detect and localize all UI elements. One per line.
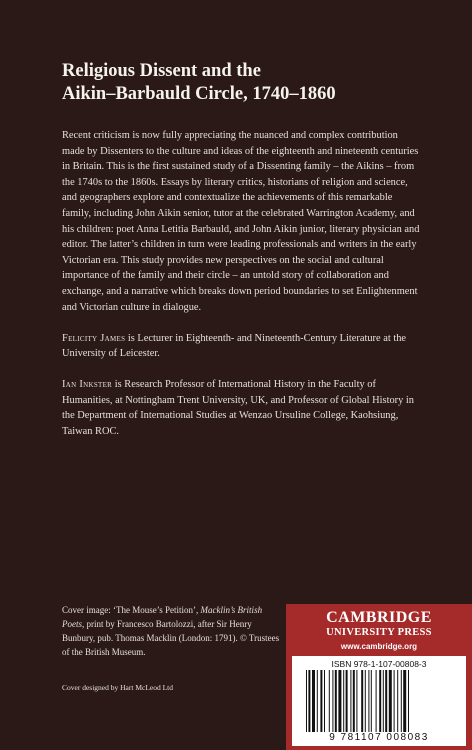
barcode-icon [304, 670, 456, 732]
editor-bio-2 [62, 377, 422, 439]
editor-name-1: Felicity James [62, 332, 126, 344]
editor-bio-text-2: is Research Professor of International History in the Faculty of Humanities, at Nottingham Trent University, UK, and Professor of Global History in the Department of International Studies at Wenzao Ursuline College, Kaohsiung, Taiwan ROC. [62, 379, 414, 437]
isbn-label: ISBN 978-1-107-00808-3 [331, 659, 427, 669]
cover-image-credit [62, 603, 282, 659]
title-line-1: Religious Dissent and the [62, 61, 261, 81]
blurb [62, 128, 422, 455]
credit-prefix: Cover image: ‘The Mouse’s Petition’, [62, 605, 201, 615]
book-title [62, 60, 422, 106]
publisher-logo-subname: UNIVERSITY PRESS [326, 627, 432, 638]
credit-italic: Macklin’s British Poets [62, 605, 263, 629]
editor-name-2: Ian Inkster [62, 379, 113, 391]
publisher-logo-name: CAMBRIDGE [326, 609, 432, 626]
credit-suffix: , print by Francesco Bartolozzi, after Sir Henry Bunbury, pub. Thomas Macklin (London: 1791). © Trustees of the British Museum. [62, 619, 280, 657]
editor-bio-text-1: is Lecturer in Eighteenth- and Nineteenth-Century Literature at the University of Leicester. [62, 332, 407, 360]
designer-credit: Cover designed by Hart McLeod Ltd [62, 683, 174, 692]
editor-bio-1 [62, 331, 422, 362]
book-description: Recent criticism is now fully appreciating the nuanced and complex contribution made by Dissenters to the culture and ideas of the eighteenth and nineteenth centuries in Britain. This is the first sustained study of a Dissenting family – the Aikins – from the 1740s to the 1860s. Essays by literary critics, historians of religion and science, and geographers explore and contextualize the achievements of this remarkable family, including John Aikin senior, tutor at the celebrated Warrington Academy, and his children: poet Anna Letitia Barbauld, and John Aikin junior, literary physician and editor. The latter’s children in turn were leading professionals and writers in the early Victorian era. This study provides new perspectives on the social and cultural importance of the family and their circle – an untold story of collaboration and exchange, and a narrative which breaks down period boundaries to set Enlightenment and Victorian culture in dialogue. [62, 130, 420, 313]
publisher-url: www.cambridge.org [340, 642, 418, 651]
title-line-2: Aikin–Barbauld Circle, 1740–1860 [62, 84, 336, 104]
barcode-digits: 9 781107 008083 [329, 732, 429, 743]
publisher-panel [286, 604, 472, 750]
barcode-panel [292, 656, 466, 746]
